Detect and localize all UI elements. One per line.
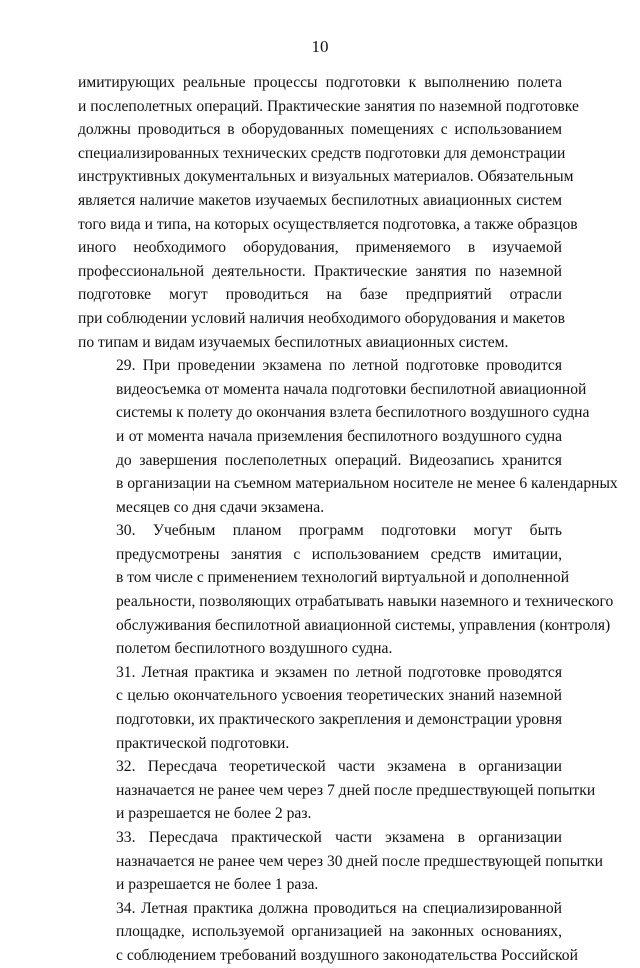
text-line: при соблюдении условий наличия необходимого оборудования и макетов: [78, 309, 566, 327]
text-line: месяцев со дня сдачи экзамена.: [116, 498, 325, 516]
text-line: обслуживания беспилотной авиационной системы, управления (контроля): [116, 616, 611, 634]
paragraph: [78, 661, 562, 755]
text-line: назначается не ранее чем через 7 дней после предшествующей попытки: [116, 781, 596, 799]
text-line: имитирующих реальные процессы подготовки к выполнению полета: [78, 74, 562, 91]
text-line: практической подготовки.: [116, 734, 290, 752]
text-line: видеосъемка от момента начала подготовки беспилотной авиационной: [116, 380, 587, 398]
text-line: 29. При проведении экзамена по летной подготовке проводится: [116, 357, 562, 375]
text-line: подготовки, их практического закрепления и демонстрации уровня: [116, 711, 562, 729]
text-line: подготовке могут проводиться на базе предприятий отрасли: [78, 286, 562, 304]
text-line: иного необходимого оборудования, применяемого в изучаемой: [78, 239, 562, 257]
page-number: 10: [311, 37, 329, 56]
text-line: с соблюдением требований воздушного законодательства Российской: [116, 946, 578, 964]
text-line: системы к полету до окончания взлета беспилотного воздушного судна: [116, 404, 590, 422]
text-line: с целью окончательного усвоения теоретических знаний наземной: [116, 687, 562, 705]
text-line: того вида и типа, на которых осуществляется подготовка, а также образцов: [78, 215, 578, 233]
text-line: специализированных технических средств подготовки для демонстрации: [78, 144, 566, 162]
text-line: полетом беспилотного воздушного судна.: [116, 640, 393, 658]
text-line: 32. Пересдача теоретической части экзамена в организации: [116, 758, 562, 776]
text-line: площадке, используемой организацией на законных основаниях,: [116, 923, 562, 941]
text-line: 33. Пересдача практической части экзамена в организации: [116, 829, 562, 846]
text-line: в том числе с применением технологий виртуальной и дополненной: [116, 569, 570, 587]
text-line: по типам и видам изучаемых беспилотных авиационных систем.: [78, 333, 509, 351]
text-line: в организации на съемном материальном носителе не менее 6 календарных: [116, 475, 618, 493]
paragraph: [78, 897, 578, 968]
text-line: и разрешается не более 2 раз.: [116, 805, 312, 823]
text-line: является наличие макетов изучаемых беспилотных авиационных систем: [78, 191, 562, 209]
paragraph: [78, 71, 579, 354]
paragraph: [78, 354, 618, 519]
text-line: назначается не ранее чем через 30 дней после предшествующей попытки: [116, 852, 603, 870]
text-line: предусмотрены занятия с использованием средств имитации,: [116, 545, 562, 563]
text-line: профессиональной деятельности. Практические занятия по наземной: [78, 262, 562, 280]
text-line: 30. Учебным планом программ подготовки могут быть: [116, 522, 562, 540]
paragraph: [78, 755, 596, 826]
text-line: и послеполетных операций. Практические занятия по наземной подготовке: [78, 97, 579, 115]
text-line: 34. Летная практика должна проводиться на специализированной: [116, 899, 562, 917]
paragraph: [78, 826, 603, 897]
text-line: до завершения послеполетных операций. Видеозапись хранится: [116, 451, 562, 469]
text-line: инструктивных документальных и визуальных материалов. Обязательным: [78, 168, 574, 186]
text-line: должны проводиться в оборудованных помещениях с использованием: [78, 121, 562, 139]
text-line: и от момента начала приземления беспилотного воздушного судна: [116, 427, 562, 445]
paragraph: [78, 519, 614, 661]
text-line: и разрешается не более 1 раза.: [116, 876, 319, 894]
text-line: 31. Летная практика и экзамен по летной подготовке проводятся: [116, 663, 562, 681]
text-line: реальности, позволяющих отрабатывать навыки наземного и технического: [116, 593, 614, 611]
document-body: [78, 71, 618, 968]
